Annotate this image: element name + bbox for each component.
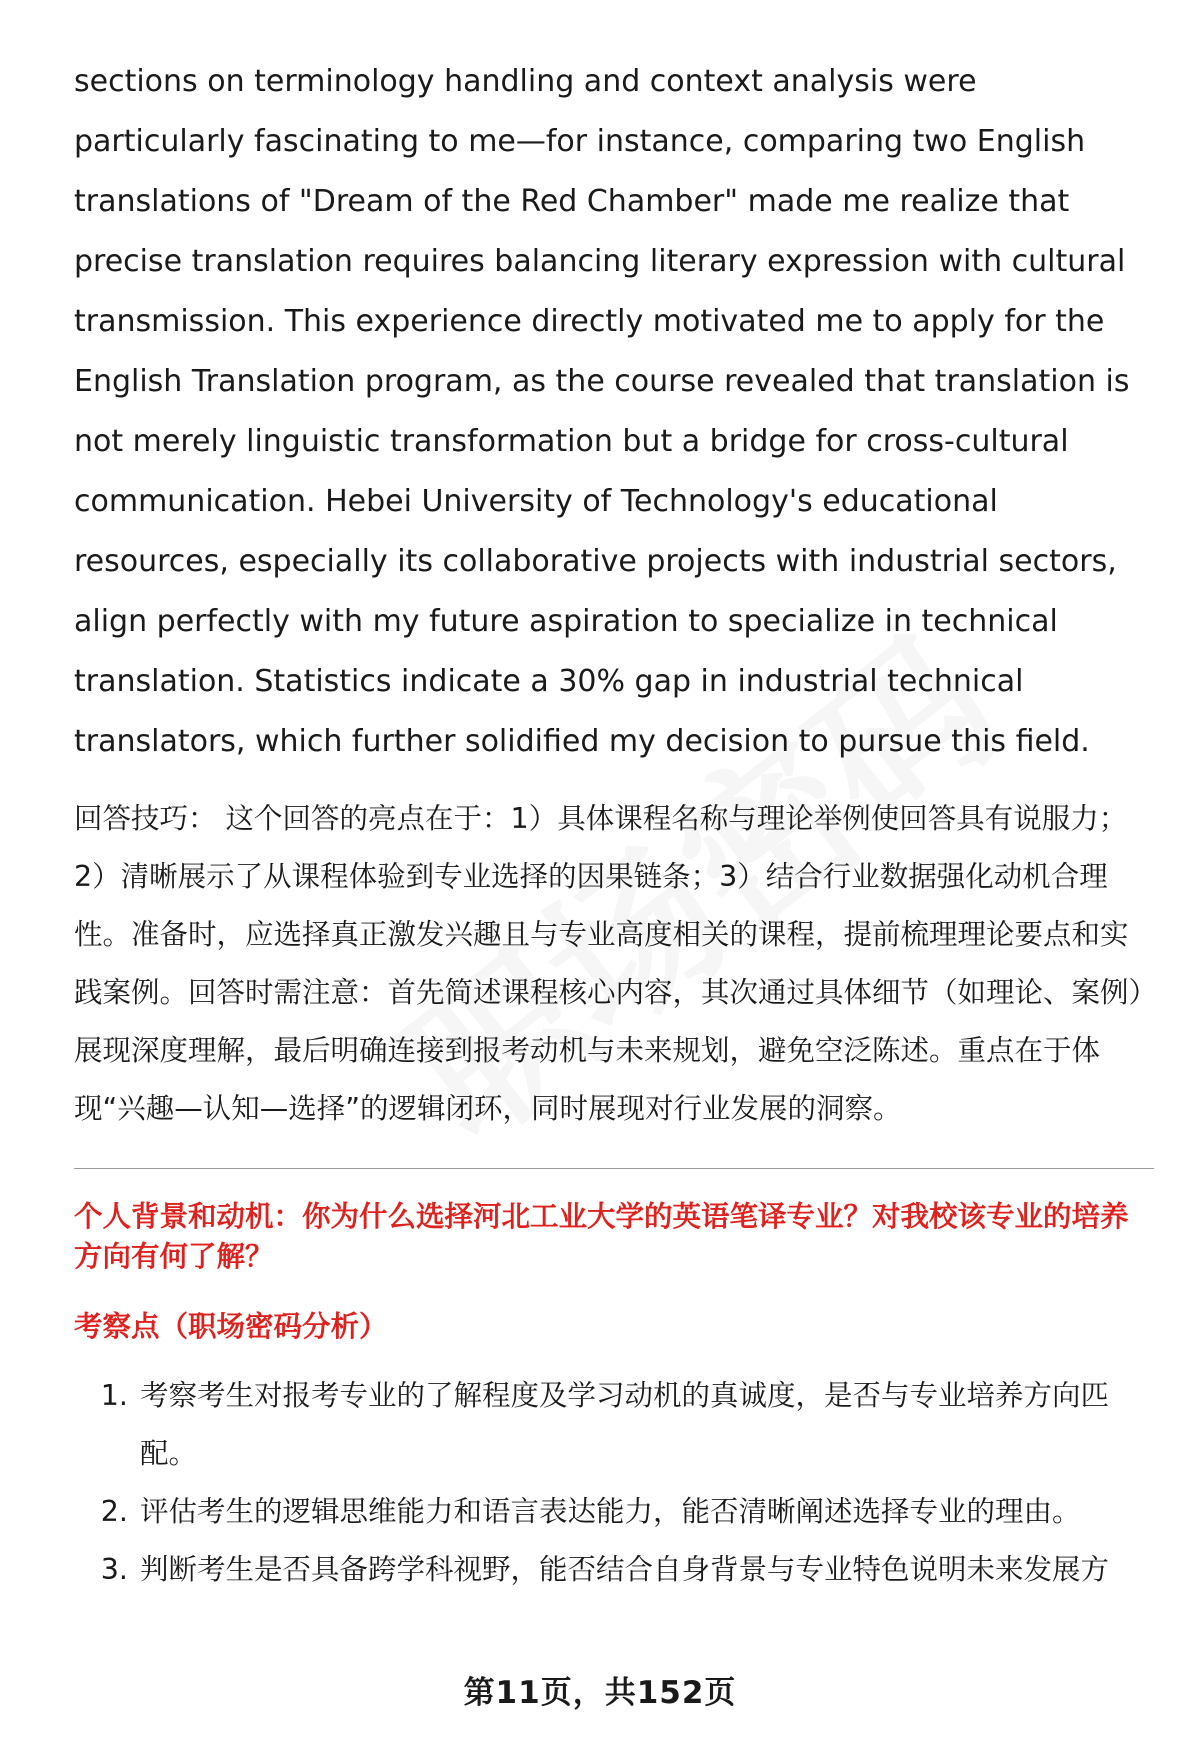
section-heading: 考察点（职场密码分析）	[74, 1310, 388, 1343]
list-number: 1.	[100, 1379, 128, 1412]
points-list	[74, 1367, 1154, 1599]
list-number: 3.	[100, 1553, 128, 1586]
body-paragraph: sections on terminology handling and context analysis were particularly fascinating to me—for instance, comparing two English translations of "Dream of the Red Chamber" made me realize that precise translation requires balancing literary expression with cultural transmission. This experience directly motivated me to apply for the English Translation program, as the course revealed that translation is not merely linguistic transformation but a bridge for cross-cultural communication. Hebei University of Technology's educational resources, especially its collaborative projects with industrial sectors, align perfectly with my future aspiration to specialize in technical translation. Statistics indicate a 30% gap in industrial technical translators, which further solidified my decision to pursue this field.	[74, 64, 1130, 759]
answer-tips: 回答技巧： 这个回答的亮点在于：1）具体课程名称与理论举例使回答具有说服力；2）清晰展示了从课程体验到专业选择的因果链条；3）结合行业数据强化动机合理性。准备时，应选择真正激发兴趣且与专业高度相关的课程，提前梳理理论要点和实践案例。回答时需注意：首先简述课程核心内容，其次通过具体细节（如理论、案例）展现深度理解，最后明确连接到报考动机与未来规划，避免空泛陈述。重点在于体现“兴趣—认知—选择”的逻辑闭环，同时展现对行业发展的洞察。	[74, 802, 1143, 1125]
list-item	[74, 1541, 1154, 1599]
page-content	[74, 52, 1154, 1599]
list-item	[74, 1367, 1154, 1483]
page-footer: 第11页，共152页	[463, 1675, 737, 1711]
list-number: 2.	[100, 1495, 128, 1528]
list-item	[74, 1483, 1154, 1541]
question-heading: 个人背景和动机：你为什么选择河北工业大学的英语笔译专业？对我校该专业的培养方向有何了解？	[74, 1200, 1129, 1273]
list-text: 考察考生对报考专业的了解程度及学习动机的真诚度，是否与专业培养方向匹配。	[140, 1379, 1110, 1470]
divider	[74, 1168, 1154, 1169]
list-text: 判断考生是否具备跨学科视野，能否结合自身背景与专业特色说明未来发展方	[140, 1553, 1110, 1586]
list-text: 评估考生的逻辑思维能力和语言表达能力，能否清晰阐述选择专业的理由。	[140, 1495, 1081, 1528]
